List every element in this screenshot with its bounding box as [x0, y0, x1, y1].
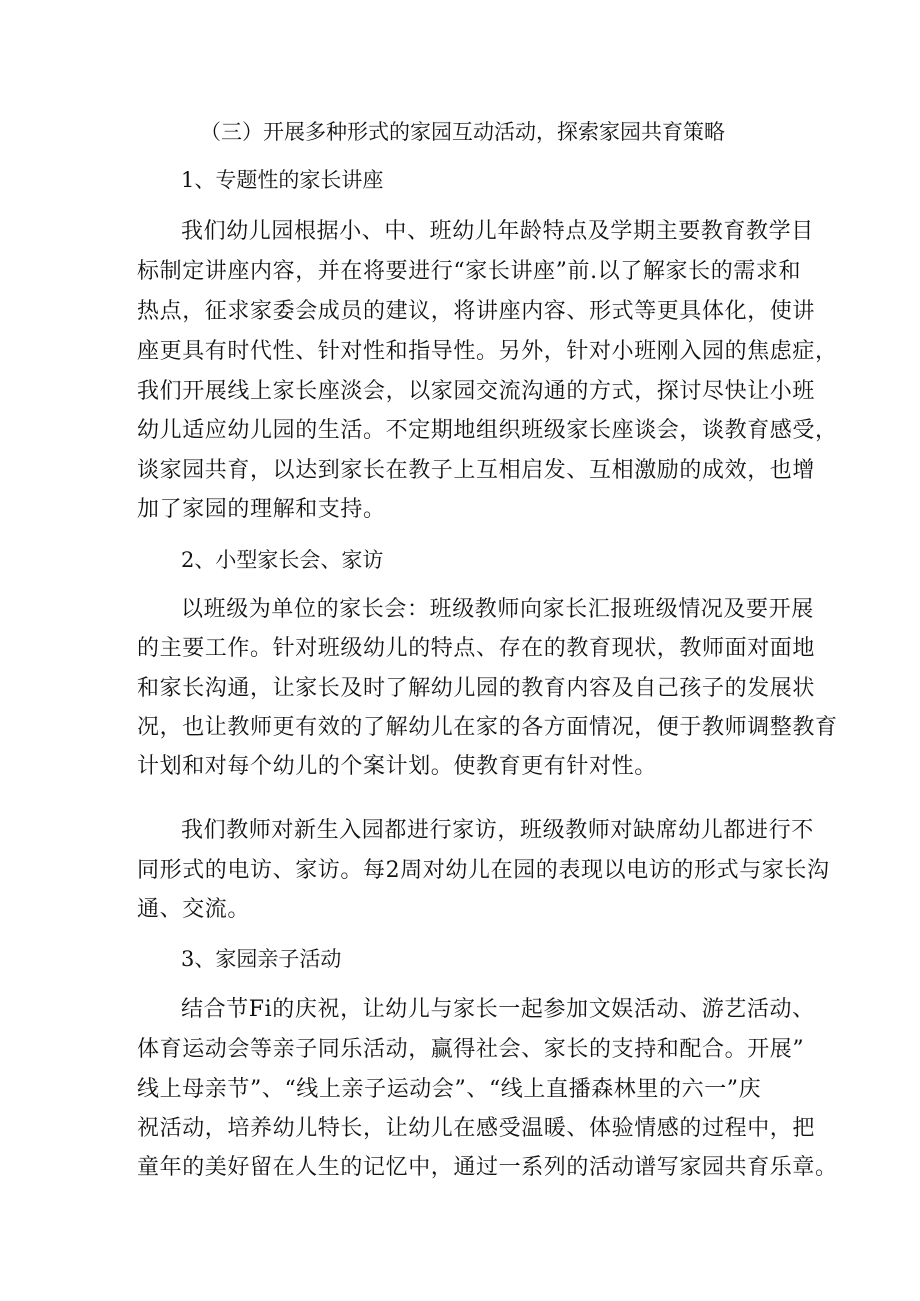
section-1-paragraph-line: 热点，征求家委会成员的建议，将讲座内容、形式等更具体化，使讲 [137, 299, 816, 324]
section-2-paragraph-1-line: 计划和对每个幼儿的个案计划。使教育更有针对性。 [137, 754, 657, 779]
section-3-paragraph-line: 祝活动，培养幼儿特长，让幼儿在感受温暖、体验情感的过程中，把 [137, 1116, 816, 1141]
section-3-paragraph-line: 结合节Fi的庆祝，让幼儿与家长一起参加文娱活动、游艺活动、 [181, 997, 815, 1022]
section-3-paragraph-line: 线上母亲节”、“线上亲子运动会”、“线上直播森林里的六一”庆 [137, 1077, 762, 1102]
section-2-paragraph-1-line: 况，也让教师更有效的了解幼儿在家的各方面情况，便于教师调整教育 [137, 715, 838, 740]
section-2-paragraph-2-line: 我们教师对新生入园都进行家访，班级教师对缺席幼儿都进行不 [181, 818, 814, 843]
section-2-paragraph-1-line: 的主要工作。针对班级幼儿的特点、存在的教育现状，教师面对面地 [137, 636, 816, 661]
section-1-paragraph-line: 加了家园的理解和支持。 [137, 497, 386, 522]
section-2-paragraph-1-line: 以班级为单位的家长会：班级教师向家长汇报班级情况及要开展 [181, 597, 814, 622]
section-3-paragraph-line: 童年的美好留在人生的记忆中，通过一系列的活动谱写家园共育乐章。 [137, 1155, 838, 1180]
section-1-paragraph-line: 我们幼儿园根据小、中、班幼儿年龄特点及学期主要教育教学目 [181, 219, 814, 244]
section-1-paragraph-line: 标制定讲座内容，并在将要进行“家长讲座”前.以了解家长的需求和 [137, 259, 802, 284]
section-3-heading: 3、家园亲子活动 [181, 947, 342, 971]
section-1-heading: 1、专题性的家长讲座 [181, 168, 384, 192]
section-1-paragraph-line: 我们开展线上家长座淡会，以家园交流沟通的方式，探讨尽快让小班 [137, 379, 816, 404]
section-1-paragraph-line: 幼儿适应幼儿园的生活。不定期地组织班级家长座谈会，谈教育感受， [137, 418, 838, 443]
section-1-paragraph-line: 座更具有时代性、针对性和指导性。另外，针对小班刚入园的焦虑症， [137, 339, 838, 364]
section-2-paragraph-1-line: 和家长沟通，让家长及时了解幼儿园的教育内容及自己孩子的发展状 [137, 676, 816, 701]
section-2-heading: 2、小型家长会、家访 [181, 548, 384, 572]
section-3-paragraph-line: 体育运动会等亲子同乐活动，赢得社会、家长的支持和配合。开展” [137, 1037, 805, 1062]
section-2-paragraph-2-line: 通、交流。 [137, 897, 251, 922]
section-1-paragraph-line: 谈家园共育，以达到家长在教子上互相启发、互相激励的成效，也增 [137, 458, 816, 483]
section-2-paragraph-2-line: 同形式的电访、家访。每2周对幼儿在园的表现以电访的形式与家长沟 [137, 858, 830, 883]
section-title: （三）开展多种形式的家园互动活动，探索家园共育策略 [200, 120, 725, 144]
